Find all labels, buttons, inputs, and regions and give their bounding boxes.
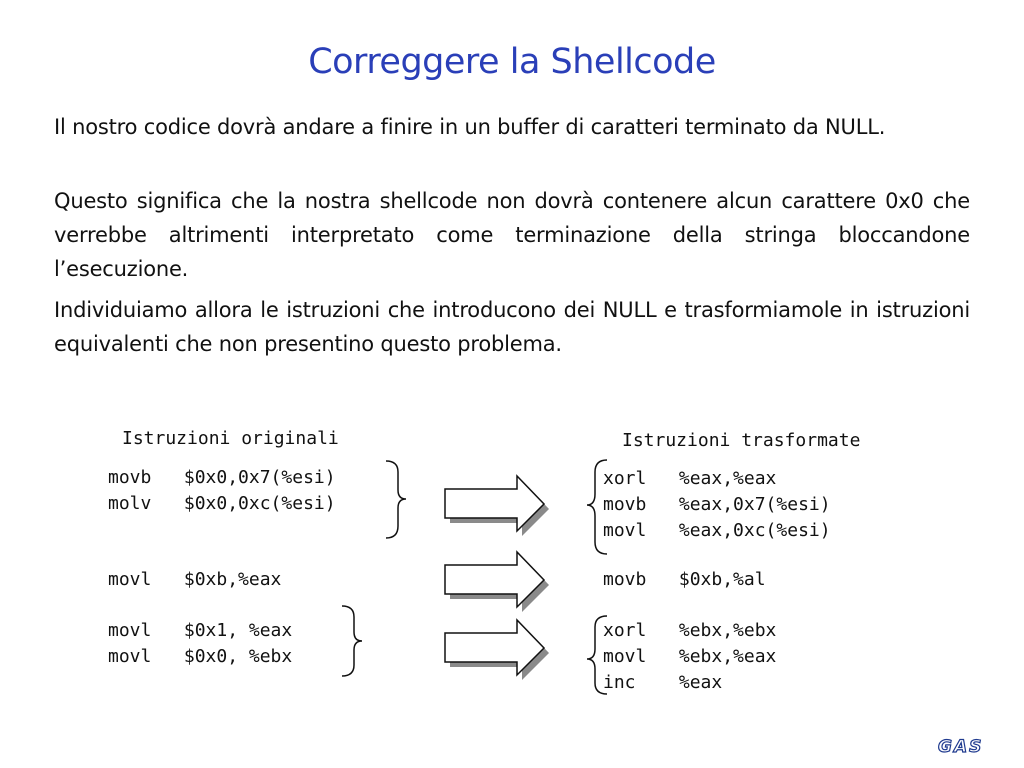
original-line: movl $0x1, %eax [108, 620, 293, 641]
transformed-line: movl %eax,0xc(%esi) [603, 520, 831, 541]
slide-title: Correggere la Shellcode [308, 42, 716, 82]
arrow-icon [445, 620, 549, 680]
original-line: movb $0x0,0x7(%esi) [108, 467, 336, 488]
brace-right [342, 606, 362, 676]
paragraph-2: Questo significa che la nostra shellcode non dovrà contenere alcun carattere 0x0 che verrebbe altrimenti interpretato come terminazione della stringa bloccandone l’esecuzione. [54, 189, 970, 281]
transformed-line: movb %eax,0x7(%esi) [603, 494, 831, 515]
gas-logo: GAS [938, 737, 984, 757]
brace-left [587, 616, 607, 694]
transformed-line: inc %eax [603, 672, 723, 693]
arrow-icon [445, 476, 549, 536]
transformed-instructions-header: Istruzioni trasformate [622, 430, 861, 451]
paragraph-1: Il nostro codice dovrà andare a finire in un buffer di caratteri terminato da NULL. [54, 115, 886, 139]
paragraph-3: Individuiamo allora le istruzioni che introducono dei NULL e trasformiamole in istruzioni equivalenti che non presentino questo problema. [54, 298, 970, 356]
original-line: movl $0xb,%eax [108, 569, 282, 590]
original-instructions-header: Istruzioni originali [122, 428, 339, 449]
brace-left [587, 460, 607, 554]
transformed-line: xorl %ebx,%ebx [603, 620, 777, 641]
transformed-line: movl %ebx,%eax [603, 646, 777, 667]
transformed-line: movb $0xb,%al [603, 569, 766, 590]
brace-right [386, 461, 406, 538]
transformed-line: xorl %eax,%eax [603, 468, 777, 489]
original-line: molv $0x0,0xc(%esi) [108, 493, 336, 514]
original-line: movl $0x0, %ebx [108, 646, 293, 667]
arrow-icon [445, 552, 549, 612]
